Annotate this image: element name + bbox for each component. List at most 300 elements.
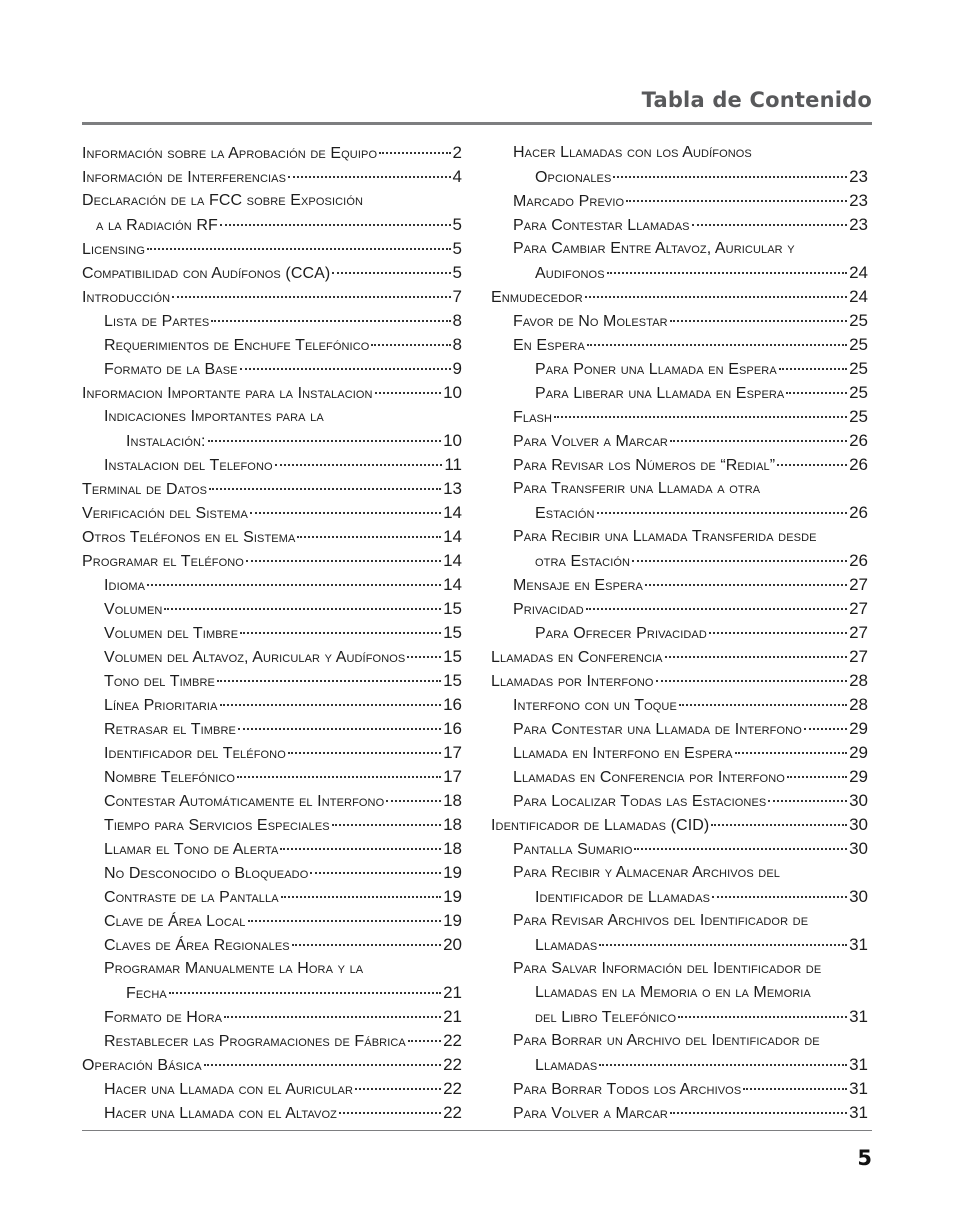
toc-entry-title: Claves de Área Regionales xyxy=(104,937,290,954)
toc-entry[interactable] xyxy=(491,813,868,837)
toc-entry-page: 5 xyxy=(452,215,462,234)
toc-entry[interactable] xyxy=(491,693,868,717)
dot-leader xyxy=(297,536,441,538)
toc-entry[interactable] xyxy=(82,285,462,309)
toc-entry-title: En Espera xyxy=(513,337,585,354)
bottom-rule xyxy=(82,1130,872,1131)
dot-leader xyxy=(712,896,847,898)
toc-entry-title: Audifonos xyxy=(535,265,605,282)
toc-entry-page: 17 xyxy=(443,767,462,786)
dot-leader xyxy=(408,1040,441,1042)
toc-entry-title: Mensaje en Espera xyxy=(513,577,643,594)
dot-leader xyxy=(209,488,441,490)
toc-entry[interactable] xyxy=(491,645,868,669)
toc-entry[interactable] xyxy=(491,885,868,909)
toc-entry-page: 14 xyxy=(443,575,462,594)
dot-leader xyxy=(735,752,847,754)
dot-leader xyxy=(246,560,441,562)
dot-leader xyxy=(220,224,451,226)
toc-entry[interactable] xyxy=(491,1053,868,1077)
toc-entry[interactable] xyxy=(82,573,462,597)
toc-entry-title: Para Transferir una Llamada a otra xyxy=(513,480,761,497)
toc-entry[interactable] xyxy=(82,189,462,213)
toc-entry[interactable] xyxy=(491,765,868,789)
toc-entry-title: del Libro Telefónico xyxy=(535,1009,677,1026)
toc-entry-page: 21 xyxy=(443,983,462,1002)
dot-leader xyxy=(634,848,847,850)
dot-leader xyxy=(626,200,847,202)
toc-entry-title: Llamar el Tono de Alerta xyxy=(104,841,279,858)
toc-entry-page: 14 xyxy=(443,503,462,522)
toc-entry[interactable] xyxy=(82,789,462,813)
dot-leader xyxy=(743,1088,847,1090)
toc-entry-title: Volumen del Altavoz, Auricular y Audífonos xyxy=(104,649,406,666)
toc-entry[interactable] xyxy=(82,429,462,453)
toc-entry-title: Formato de Hora xyxy=(104,1009,223,1026)
toc-entry[interactable] xyxy=(82,645,462,669)
toc-entry[interactable] xyxy=(82,837,462,861)
toc-entry[interactable] xyxy=(491,957,868,981)
dot-leader xyxy=(250,512,441,514)
toc-entry-page: 25 xyxy=(849,407,868,426)
toc-entry-page: 30 xyxy=(849,815,868,834)
toc-entry[interactable] xyxy=(491,981,868,1005)
toc-entry-title: Favor de No Molestar xyxy=(513,313,668,330)
toc-entry-page: 24 xyxy=(849,287,868,306)
toc-entry-page: 31 xyxy=(849,1055,868,1074)
toc-entry-title: Licensing xyxy=(82,241,145,258)
toc-entry[interactable] xyxy=(491,189,868,213)
toc-entry[interactable] xyxy=(82,477,462,501)
toc-entry-title: Para Volver a Marcar xyxy=(513,1105,668,1122)
dot-leader xyxy=(238,728,441,730)
toc-entry[interactable] xyxy=(82,453,462,477)
toc-entry[interactable] xyxy=(82,597,462,621)
toc-entry[interactable] xyxy=(491,261,868,285)
toc-column-left xyxy=(82,141,462,1125)
dot-leader xyxy=(607,272,847,274)
toc-entry-title: Para Salvar Información del Identificador de xyxy=(513,960,822,977)
toc-entry-title: Para Cambiar Entre Altavoz, Auricular y xyxy=(513,240,795,257)
toc-entry[interactable] xyxy=(491,309,868,333)
toc-entry[interactable] xyxy=(491,1029,868,1053)
dot-leader xyxy=(379,152,450,154)
toc-entry[interactable] xyxy=(491,405,868,429)
dot-leader xyxy=(670,440,847,442)
toc-entry[interactable] xyxy=(82,405,462,429)
toc-entry[interactable] xyxy=(491,333,868,357)
dot-leader xyxy=(768,800,847,802)
dot-leader xyxy=(711,824,847,826)
toc-entry[interactable] xyxy=(491,141,868,165)
dot-leader xyxy=(585,296,847,298)
toc-entry-title: otra Estación xyxy=(535,553,631,570)
toc-entry-title: Identificador de Llamadas (CID) xyxy=(491,817,710,834)
toc-entry-page: 26 xyxy=(849,455,868,474)
toc-entry-page: 5 xyxy=(452,239,462,258)
toc-entry[interactable] xyxy=(491,381,868,405)
toc-entry[interactable] xyxy=(491,789,868,813)
toc-entry-title: Otros Teléfonos en el Sistema xyxy=(82,529,296,546)
toc-entry-page: 26 xyxy=(849,503,868,522)
dot-leader xyxy=(164,608,441,610)
toc-entry[interactable] xyxy=(82,1005,462,1029)
toc-entry-title: Línea Prioritaria xyxy=(104,697,218,714)
toc-entry-title: Formato de la Base xyxy=(104,361,238,378)
dot-leader xyxy=(599,1064,847,1066)
toc-entry-page: 26 xyxy=(849,431,868,450)
toc-entry[interactable] xyxy=(491,837,868,861)
toc-entry-title: Retrasar el Timbre xyxy=(104,721,236,738)
toc-entry[interactable] xyxy=(82,501,462,525)
dot-leader xyxy=(386,800,441,802)
toc-entry-title: Fecha xyxy=(126,985,167,1002)
toc-entry-page: 5 xyxy=(452,263,462,282)
toc-entry-page: 10 xyxy=(443,431,462,450)
toc-entry-page: 18 xyxy=(443,791,462,810)
toc-entry[interactable] xyxy=(82,981,462,1005)
toc-entry-title: Llamadas xyxy=(535,1057,598,1074)
toc-entry-title: Para Poner una Llamada en Espera xyxy=(535,361,777,378)
toc-entry[interactable] xyxy=(491,909,868,933)
toc-entry-title: Identificador de Llamadas xyxy=(535,889,711,906)
dot-leader xyxy=(172,296,450,298)
toc-entry[interactable] xyxy=(82,909,462,933)
dot-leader xyxy=(375,392,441,394)
toc-entry[interactable] xyxy=(82,741,462,765)
toc-entry-page: 23 xyxy=(849,167,868,186)
toc-entry[interactable] xyxy=(82,885,462,909)
toc-entry-page: 19 xyxy=(443,863,462,882)
dot-leader xyxy=(692,224,847,226)
toc-entry[interactable] xyxy=(491,453,868,477)
dot-leader xyxy=(281,896,441,898)
toc-entry[interactable] xyxy=(491,285,868,309)
toc-entry-title: Para Revisar los Números de “Redial” xyxy=(513,457,776,474)
toc-entry-title: Compatibilidad con Audífonos (CCA) xyxy=(82,265,331,282)
dot-leader xyxy=(709,632,847,634)
toc-entry[interactable] xyxy=(82,957,462,981)
toc-entry[interactable] xyxy=(491,429,868,453)
toc-entry[interactable] xyxy=(82,333,462,357)
toc-entry-title: Privacidad xyxy=(513,601,584,618)
toc-entry-title: Información de Interferencias xyxy=(82,169,287,186)
toc-entry[interactable] xyxy=(82,933,462,957)
toc-entry-title: Llamadas xyxy=(535,937,598,954)
dot-leader xyxy=(787,776,847,778)
toc-entry[interactable] xyxy=(491,501,868,525)
dot-leader xyxy=(371,344,450,346)
toc-entry-title: Lista de Partes xyxy=(104,313,210,330)
toc-entry-title: Llamadas en Conferencia por Interfono xyxy=(513,769,785,786)
toc-entry-title: Para Recibir una Llamada Transferida desde xyxy=(513,528,817,545)
dot-leader xyxy=(407,656,441,658)
dot-leader xyxy=(217,680,441,682)
toc-entry-page: 27 xyxy=(849,599,868,618)
toc-entry-title: Informacion Importante para la Instalacion xyxy=(82,385,373,402)
dot-leader xyxy=(779,368,847,370)
toc-entry-page: 26 xyxy=(849,551,868,570)
toc-entry-page: 15 xyxy=(443,623,462,642)
toc-entry-title: Terminal de Datos xyxy=(82,481,208,498)
toc-entry-page: 18 xyxy=(443,839,462,858)
toc-entry-title: Contestar Automáticamente el Interfono xyxy=(104,793,385,810)
dot-leader xyxy=(804,728,847,730)
toc-entry-page: 27 xyxy=(849,647,868,666)
toc-entry[interactable] xyxy=(491,669,868,693)
dot-leader xyxy=(220,704,442,706)
toc-entry-page: 19 xyxy=(443,911,462,930)
toc-entry[interactable] xyxy=(82,765,462,789)
toc-entry-page: 21 xyxy=(443,1007,462,1026)
toc-entry-page: 19 xyxy=(443,887,462,906)
toc-entry-page: 22 xyxy=(443,1031,462,1050)
toc-entry-page: 31 xyxy=(849,935,868,954)
toc-entry-page: 25 xyxy=(849,311,868,330)
dot-leader xyxy=(645,584,847,586)
toc-entry-page: 27 xyxy=(849,575,868,594)
toc-entry[interactable] xyxy=(82,693,462,717)
toc-entry-title: Contraste de la Pantalla xyxy=(104,889,279,906)
dot-leader xyxy=(613,176,847,178)
dot-leader xyxy=(204,1064,441,1066)
toc-entry[interactable] xyxy=(491,477,868,501)
toc-entry[interactable] xyxy=(82,717,462,741)
toc-entry[interactable] xyxy=(491,165,868,189)
toc-entry-title: Llamadas por Interfono xyxy=(491,673,654,690)
toc-entry[interactable] xyxy=(491,861,868,885)
toc-entry[interactable] xyxy=(82,861,462,885)
toc-entry-page: 15 xyxy=(443,671,462,690)
toc-entry[interactable] xyxy=(491,933,868,957)
toc-entry-title: a la Radiación RF xyxy=(96,217,218,234)
dot-leader xyxy=(554,416,847,418)
toc-entry-title: Hacer Llamadas con los Audífonos xyxy=(513,144,752,161)
toc-entry-page: 4 xyxy=(452,167,462,186)
toc-entry[interactable] xyxy=(82,357,462,381)
toc-entry-page: 9 xyxy=(452,359,462,378)
toc-entry-page: 31 xyxy=(849,1103,868,1122)
toc-entry[interactable] xyxy=(82,525,462,549)
toc-entry-title: Marcado Previo xyxy=(513,193,625,210)
toc-entry-title: Pantalla Sumario xyxy=(513,841,633,858)
toc-entry[interactable] xyxy=(491,525,868,549)
toc-entry-page: 18 xyxy=(443,815,462,834)
toc-entry-title: Flash xyxy=(513,409,553,426)
toc-entry-page: 8 xyxy=(452,311,462,330)
toc-entry-page: 29 xyxy=(849,743,868,762)
toc-entry-title: Tiempo para Servicios Especiales xyxy=(104,817,330,834)
dot-leader xyxy=(339,1112,441,1114)
dot-leader xyxy=(310,872,441,874)
toc-entry-title: Tono del Timbre xyxy=(104,673,215,690)
toc-entry-page: 11 xyxy=(444,455,462,474)
toc-entry-page: 27 xyxy=(849,623,868,642)
toc-entry-page: 22 xyxy=(443,1055,462,1074)
toc-entry-title: Introducción xyxy=(82,289,171,306)
toc-entry-page: 16 xyxy=(443,695,462,714)
dot-leader xyxy=(332,272,450,274)
toc-entry-page: 29 xyxy=(849,767,868,786)
toc-entry-title: Verificación del Sistema xyxy=(82,505,248,522)
toc-entry-page: 28 xyxy=(849,671,868,690)
toc-entry-page: 8 xyxy=(452,335,462,354)
toc-entry[interactable] xyxy=(491,1077,868,1101)
toc-entry-title: Para Borrar un Archivo del Identificador de xyxy=(513,1032,820,1049)
toc-entry-title: Programar Manualmente la Hora y la xyxy=(104,960,364,977)
toc-entry[interactable] xyxy=(82,165,462,189)
toc-entry-title: Declaración de la FCC sobre Exposición xyxy=(82,192,364,209)
toc-entry-title: Programar el Teléfono xyxy=(82,553,244,570)
toc-entry-title: Para Recibir y Almacenar Archivos del xyxy=(513,864,780,881)
toc-entry[interactable] xyxy=(491,573,868,597)
toc-entry[interactable] xyxy=(82,669,462,693)
toc-entry-page: 23 xyxy=(849,191,868,210)
dot-leader xyxy=(240,368,451,370)
toc-entry-title: Para Liberar una Llamada en Espera xyxy=(535,385,785,402)
dot-leader xyxy=(679,704,847,706)
toc-entry[interactable] xyxy=(82,621,462,645)
dot-leader xyxy=(777,464,847,466)
dot-leader xyxy=(147,248,451,250)
toc-entry[interactable] xyxy=(491,741,868,765)
toc-entry[interactable] xyxy=(82,381,462,405)
dot-leader xyxy=(169,992,441,994)
toc-entry-page: 13 xyxy=(443,479,462,498)
toc-entry-title: Opcionales xyxy=(535,169,612,186)
page-title: Tabla de Contenido xyxy=(641,88,872,112)
toc-entry-page: 30 xyxy=(849,839,868,858)
toc-entry-page: 17 xyxy=(443,743,462,762)
toc-entry-title: Estación xyxy=(535,505,595,522)
toc-entry-page: 25 xyxy=(849,383,868,402)
toc-entry-title: Información sobre la Aprobación de Equipo xyxy=(82,145,378,162)
page-number: 5 xyxy=(857,1146,872,1170)
toc-entry[interactable] xyxy=(491,621,868,645)
toc-entry-title: Volumen xyxy=(104,601,163,618)
toc-entry-title: Instalación: xyxy=(126,433,206,450)
toc-entry-title: Hacer una Llamada con el Altavoz xyxy=(104,1105,337,1122)
toc-entry-page: 7 xyxy=(452,287,462,306)
toc-entry[interactable] xyxy=(491,1005,868,1029)
dot-leader xyxy=(656,680,848,682)
dot-leader xyxy=(224,1016,441,1018)
toc-entry-title: No Desconocido o Bloqueado xyxy=(104,865,309,882)
dot-leader xyxy=(599,944,847,946)
toc-entry-page: 25 xyxy=(849,359,868,378)
dot-leader xyxy=(288,752,441,754)
toc-entry-title: Para Ofrecer Privacidad xyxy=(535,625,707,642)
toc-entry-title: Para Revisar Archivos del Identificador de xyxy=(513,912,809,929)
dot-leader xyxy=(665,656,847,658)
toc-entry[interactable] xyxy=(491,237,868,261)
toc-entry-page: 20 xyxy=(443,935,462,954)
toc-entry-title: Para Volver a Marcar xyxy=(513,433,668,450)
dot-leader xyxy=(275,464,443,466)
dot-leader xyxy=(280,848,441,850)
toc-entry[interactable] xyxy=(491,549,868,573)
dot-leader xyxy=(211,320,450,322)
dot-leader xyxy=(597,512,848,514)
toc-entry[interactable] xyxy=(82,309,462,333)
toc-entry-title: Para Contestar Llamadas xyxy=(513,217,690,234)
toc-entry-title: Identificador del Teléfono xyxy=(104,745,286,762)
toc-entry-title: Llamadas en Conferencia xyxy=(491,649,663,666)
toc-entry[interactable] xyxy=(82,261,462,285)
toc-entry-title: Idioma xyxy=(104,577,146,594)
dot-leader xyxy=(670,320,847,322)
toc-entry-page: 16 xyxy=(443,719,462,738)
dot-leader xyxy=(248,920,442,922)
toc-entry-title: Indicaciones Importantes para la xyxy=(104,408,324,425)
toc-entry-title: Clave de Área Local xyxy=(104,913,246,930)
dot-leader xyxy=(288,176,451,178)
toc-entry-page: 30 xyxy=(849,887,868,906)
dot-leader xyxy=(147,584,441,586)
toc-entry[interactable] xyxy=(82,1101,462,1125)
dot-leader xyxy=(586,608,847,610)
toc-entry[interactable] xyxy=(82,213,462,237)
toc-entry[interactable] xyxy=(491,213,868,237)
toc-entry-title: Volumen del Timbre xyxy=(104,625,239,642)
toc-entry-title: Para Contestar una Llamada de Interfono xyxy=(513,721,802,738)
toc-entry-title: Instalacion del Telefono xyxy=(104,457,273,474)
dot-leader xyxy=(237,776,441,778)
toc-entry-title: Enmudecedor xyxy=(491,289,583,306)
toc-entry-page: 22 xyxy=(443,1103,462,1122)
toc-entry-title: Operación Básica xyxy=(82,1057,202,1074)
toc-entry-page: 24 xyxy=(849,263,868,282)
dot-leader xyxy=(208,440,442,442)
toc-entry-page: 29 xyxy=(849,719,868,738)
dot-leader xyxy=(332,824,441,826)
toc-entry[interactable] xyxy=(82,1053,462,1077)
toc-entry-title: Nombre Telefónico xyxy=(104,769,236,786)
toc-entry[interactable] xyxy=(82,549,462,573)
top-rule xyxy=(82,122,872,125)
toc-entry[interactable] xyxy=(82,1077,462,1101)
dot-leader xyxy=(632,560,847,562)
toc-entry-title: Hacer una Llamada con el Auricular xyxy=(104,1081,354,1098)
toc-entry-page: 14 xyxy=(443,551,462,570)
toc-entry[interactable] xyxy=(82,1029,462,1053)
toc-entry[interactable] xyxy=(491,717,868,741)
toc-entry-page: 15 xyxy=(443,647,462,666)
toc-entry-page: 2 xyxy=(452,143,462,162)
toc-entry[interactable] xyxy=(491,597,868,621)
toc-entry-title: Interfono con un Toque xyxy=(513,697,677,714)
toc-entry[interactable] xyxy=(82,813,462,837)
dot-leader xyxy=(670,1112,847,1114)
toc-entry-page: 23 xyxy=(849,215,868,234)
toc-entry-page: 22 xyxy=(443,1079,462,1098)
toc-entry-page: 15 xyxy=(443,599,462,618)
dot-leader xyxy=(587,344,847,346)
toc-entry-page: 31 xyxy=(849,1007,868,1026)
toc-entry[interactable] xyxy=(82,237,462,261)
toc-entry[interactable] xyxy=(82,141,462,165)
toc-entry-page: 14 xyxy=(443,527,462,546)
toc-entry-page: 31 xyxy=(849,1079,868,1098)
toc-entry[interactable] xyxy=(491,1101,868,1125)
toc-entry-title: Para Localizar Todas las Estaciones xyxy=(513,793,767,810)
toc-entry-title: Restablecer las Programaciones de Fábrica xyxy=(104,1033,406,1050)
toc-entry[interactable] xyxy=(491,357,868,381)
toc-entry-page: 28 xyxy=(849,695,868,714)
dot-leader xyxy=(678,1016,847,1018)
toc-entry-title: Llamada en Interfono en Espera xyxy=(513,745,733,762)
toc-entry-page: 10 xyxy=(443,383,462,402)
